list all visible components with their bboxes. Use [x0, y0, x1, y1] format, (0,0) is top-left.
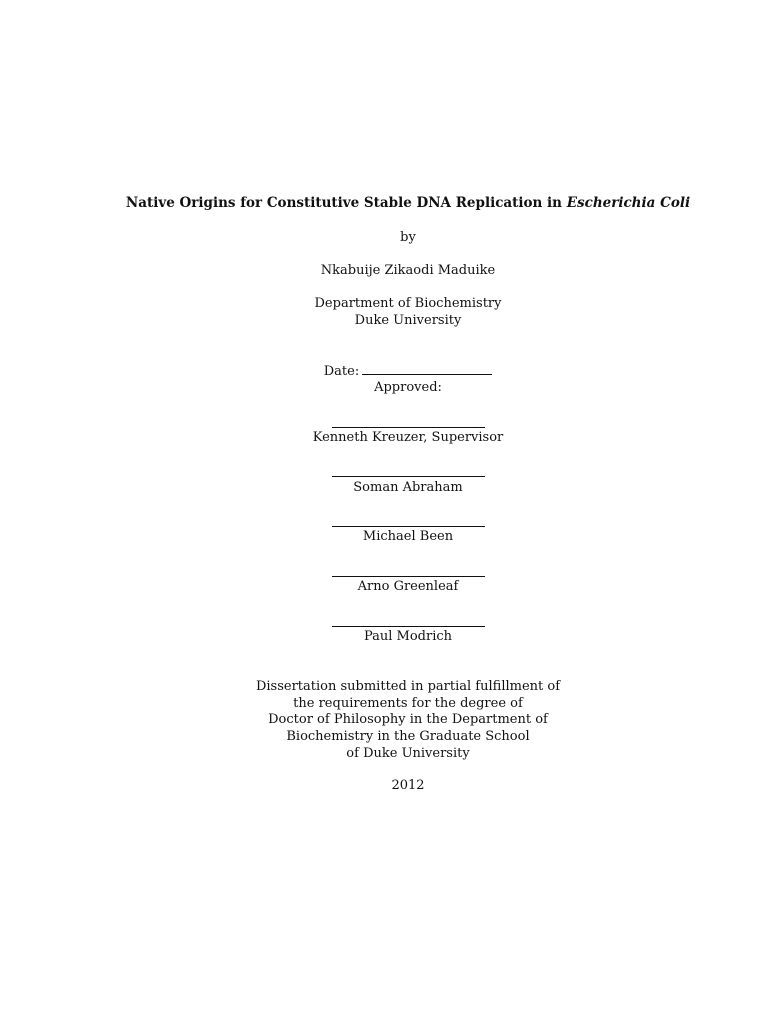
signature-line: [332, 576, 485, 577]
submission-statement-line: the requirements for the degree of: [293, 696, 523, 711]
signature-line: [332, 476, 485, 477]
signature-line: [332, 626, 485, 627]
approved-label: Approved:: [374, 380, 442, 395]
title-organism: Escherichia Coli: [566, 195, 691, 211]
submission-statement-line: Doctor of Philosophy in the Department of: [268, 712, 548, 727]
signature-line: [332, 526, 485, 527]
date-row: [0, 362, 770, 380]
department: Department of Biochemistry: [314, 296, 502, 311]
title-main: Native Origins for Constitutive Stable DNA Replication in: [125, 195, 567, 211]
committee-member: Kenneth Kreuzer, Supervisor: [312, 430, 504, 445]
date-blank-line: [362, 362, 492, 375]
university: Duke University: [354, 313, 462, 328]
committee-member: Soman Abraham: [353, 480, 463, 495]
by-label: by: [400, 230, 416, 245]
committee-member: Arno Greenleaf: [357, 579, 459, 594]
year: 2012: [391, 778, 425, 793]
committee-member: Michael Been: [362, 529, 454, 544]
committee-member: Paul Modrich: [363, 629, 453, 644]
author-name: Nkabuije Zikaodi Maduike: [320, 263, 496, 278]
date-label: Date:: [323, 364, 360, 379]
dissertation-title: [0, 195, 770, 212]
submission-statement-line: Biochemistry in the Graduate School: [286, 729, 530, 744]
signature-line: [332, 427, 485, 428]
submission-statement-line: of Duke University: [346, 746, 470, 761]
submission-statement-line: Dissertation submitted in partial fulfillment of: [255, 679, 561, 694]
